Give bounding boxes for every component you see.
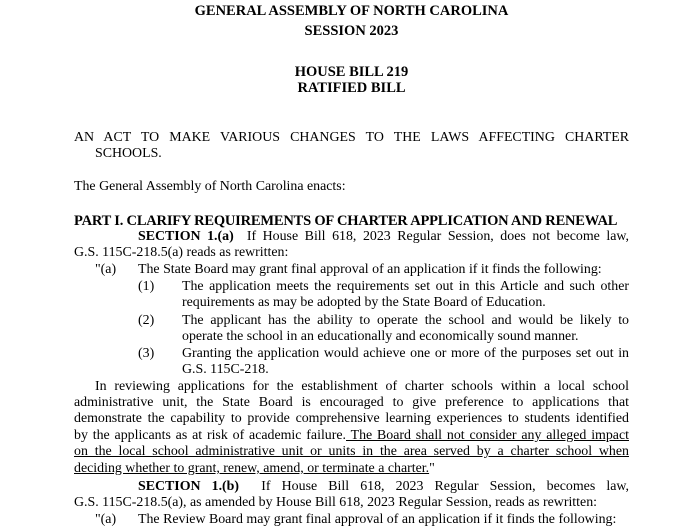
bill-number: HOUSE BILL 219	[294, 64, 409, 80]
paragraph-line2: administrative unit, the State Board is encouraged to give preference to applications that	[74, 395, 629, 410]
act-title-line1: AN ACT TO MAKE VARIOUS CHANGES TO THE LAWS AFFECTING CHARTER	[74, 130, 629, 145]
section-1b-text: If House Bill 618, 2023 Regular Session, becomes law,	[261, 479, 629, 494]
section-1a-line2: G.S. 115C-218.5(a) reads as rewritten:	[74, 245, 289, 260]
section-1a-line1	[138, 229, 629, 245]
paragraph-line4	[74, 428, 629, 444]
paragraph-line3: demonstrate the capability to provide comprehensive learning experiences to students identified	[74, 411, 629, 426]
item-2-number: (2)	[138, 313, 155, 328]
item-3-number: (3)	[138, 346, 155, 361]
item-3-line2: G.S. 115C-218.	[182, 362, 269, 377]
closing-quote: "	[429, 461, 435, 476]
enacting-clause: The General Assembly of North Carolina enacts:	[74, 179, 346, 194]
item-1-number: (1)	[138, 279, 155, 294]
section-1b-label: SECTION 1.(b)	[138, 479, 240, 494]
subsection-b-text: The Review Board may grant final approval of an application if it finds the following:	[138, 512, 617, 527]
inserted-text-line5: on the local school administrative unit or units in the area served by a charter school when	[74, 444, 629, 459]
paragraph-line4-text: by the applicants as at risk of academic failure.	[74, 428, 347, 443]
item-1-line2: requirements as may be adopted by the State Board of Education.	[182, 295, 546, 310]
item-1-line1: The application meets the requirements set out in this Article and such other	[182, 279, 629, 294]
section-1b-line2: G.S. 115C-218.5(a), as amended by House Bill 618, 2023 Regular Session, reads as rewritten:	[74, 495, 597, 510]
subsection-b-label: "(a)	[95, 512, 117, 527]
inserted-text-end: deciding whether to grant, renew, amend, or terminate a charter.	[74, 461, 430, 476]
act-title-line2: SCHOOLS.	[95, 146, 162, 161]
assembly-heading: GENERAL ASSEMBLY OF NORTH CAROLINA	[194, 3, 509, 19]
part-heading: PART I. CLARIFY REQUIREMENTS OF CHARTER APPLICATION AND RENEWAL	[74, 213, 618, 229]
subsection-a-label: "(a)	[95, 262, 117, 277]
item-3-line1: Granting the application would achieve one or more of the purposes set out in	[182, 346, 629, 361]
section-1a-text: If House Bill 618, 2023 Regular Session, does not become law,	[246, 229, 629, 244]
inserted-text-start: The Board shall not consider any alleged impact	[346, 428, 629, 443]
session-heading: SESSION 2023	[304, 23, 399, 39]
item-2-line2: operate the school in an educationally and economically sound manner.	[182, 329, 579, 344]
section-1b-line1	[138, 479, 629, 495]
paragraph-line6	[74, 461, 435, 477]
bill-status: RATIFIED BILL	[297, 80, 406, 96]
paragraph-line1: In reviewing applications for the establishment of charter schools within a local school	[95, 379, 629, 394]
subsection-a-text: The State Board may grant final approval of an application if it finds the following:	[138, 262, 602, 277]
section-1a-label: SECTION 1.(a)	[138, 229, 234, 244]
item-2-line1: The applicant has the ability to operate the school and would be likely to	[182, 313, 629, 328]
